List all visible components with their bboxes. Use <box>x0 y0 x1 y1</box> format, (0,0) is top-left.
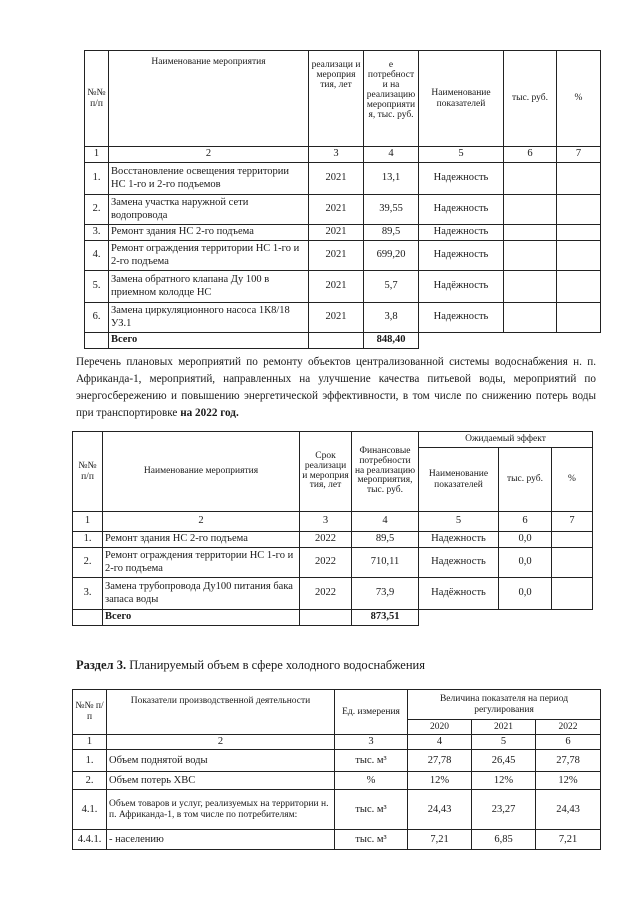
section-title: Планируемый объем в сфере холодного водоснабжения <box>129 658 425 672</box>
colnum: 4 <box>408 735 472 750</box>
row-amount: 73,9 <box>352 578 419 610</box>
row-name: Объем поднятой воды <box>107 750 335 772</box>
blank-cell <box>419 610 499 626</box>
row-name: Замена трубопровода Ду100 питания бака запаса воды <box>103 578 300 610</box>
total-spacer <box>300 610 352 626</box>
row-num: 5. <box>85 271 109 303</box>
row-indicator: Надёжность <box>419 271 504 303</box>
table-row <box>73 532 593 548</box>
row-value-2020: 24,43 <box>408 790 472 830</box>
total-spacer <box>309 333 364 349</box>
row-value-2021: 6,85 <box>472 830 536 850</box>
row-name: Замена участка наружной сети водопровода <box>109 195 309 225</box>
row-pct <box>557 303 601 333</box>
header-num: №№ п/п <box>85 51 109 147</box>
colnum: 1 <box>73 735 107 750</box>
total-amount: 848,40 <box>364 333 419 349</box>
row-num: 1. <box>85 163 109 195</box>
colnum: 2 <box>103 512 300 532</box>
header-num: №№ п/п <box>73 432 103 512</box>
row-value-2020: 7,21 <box>408 830 472 850</box>
row-num: 1. <box>73 532 103 548</box>
header-rub: тыс. руб. <box>499 448 552 512</box>
header-rub: тыс. руб. <box>504 51 557 147</box>
table-row <box>73 790 601 830</box>
row-year: 2022 <box>300 578 352 610</box>
header-year: 2022 <box>536 720 601 735</box>
colnum: 5 <box>472 735 536 750</box>
row-num: 3. <box>73 578 103 610</box>
row-value-2021: 26,45 <box>472 750 536 772</box>
header-num: №№ п/п <box>73 690 107 735</box>
row-rub: 0,0 <box>499 548 552 578</box>
colnum: 6 <box>536 735 601 750</box>
header-year: 2020 <box>408 720 472 735</box>
colnum: 7 <box>557 147 601 163</box>
table-row <box>73 830 601 850</box>
row-rub <box>504 225 557 241</box>
header-pct: % <box>557 51 601 147</box>
row-value-2022: 12% <box>536 772 601 790</box>
colnum: 4 <box>352 512 419 532</box>
row-num: 2. <box>85 195 109 225</box>
row-indicator: Надежность <box>419 163 504 195</box>
row-unit: тыс. м³ <box>335 790 408 830</box>
colnum: 5 <box>419 147 504 163</box>
row-unit: тыс. м³ <box>335 750 408 772</box>
table-row <box>85 303 601 333</box>
row-name: Ремонт здания НС 2-го подъема <box>103 532 300 548</box>
row-year: 2022 <box>300 532 352 548</box>
row-rub <box>504 271 557 303</box>
row-year: 2021 <box>309 241 364 271</box>
table-header-row <box>73 432 593 448</box>
colnum: 3 <box>309 147 364 163</box>
row-pct <box>552 532 593 548</box>
colnum: 7 <box>552 512 593 532</box>
blank-cell <box>504 333 557 349</box>
table-row <box>85 271 601 303</box>
row-name: Замена циркуляционного насоса 1К8/18 УЗ.1 <box>109 303 309 333</box>
row-year: 2021 <box>309 303 364 333</box>
row-year: 2021 <box>309 271 364 303</box>
row-num: 4.4.1. <box>73 830 107 850</box>
colnum: 2 <box>109 147 309 163</box>
row-name: Замена обратного клапана Ду 100 в приемном колодце НС <box>109 271 309 303</box>
table-header-row <box>85 51 601 147</box>
colnum: 3 <box>335 735 408 750</box>
table-row <box>73 750 601 772</box>
row-num: 4. <box>85 241 109 271</box>
row-value-2020: 12% <box>408 772 472 790</box>
colnum: 5 <box>419 512 499 532</box>
total-spacer <box>85 333 109 349</box>
blank-cell <box>419 333 504 349</box>
total-row <box>73 610 593 626</box>
row-amount: 3,8 <box>364 303 419 333</box>
table-row <box>85 163 601 195</box>
row-indicator: Надежность <box>419 532 499 548</box>
row-name: Ремонт здания НС 2-го подъема <box>109 225 309 241</box>
header-effect: Ожидаемый эффект <box>419 432 593 448</box>
header-name: Показатели производственной деятельности <box>107 690 335 735</box>
header-name: Наименование мероприятия <box>103 432 300 512</box>
table-row <box>73 578 593 610</box>
colnum: 4 <box>364 147 419 163</box>
header-indicator: Наименование показателей <box>419 51 504 147</box>
row-rub <box>504 163 557 195</box>
row-value-2022: 27,78 <box>536 750 601 772</box>
colnum: 2 <box>107 735 335 750</box>
row-num: 2. <box>73 548 103 578</box>
column-number-row <box>73 735 601 750</box>
header-unit: Ед. измерения <box>335 690 408 735</box>
row-pct <box>557 271 601 303</box>
row-year: 2021 <box>309 163 364 195</box>
row-num: 4.1. <box>73 790 107 830</box>
column-number-row <box>85 147 601 163</box>
row-name: Восстановление освещения территории НС 1-го и 2-го подъемов <box>109 163 309 195</box>
colnum: 1 <box>73 512 103 532</box>
row-amount: 13,1 <box>364 163 419 195</box>
header-term: реализаци и мероприя тия, лет <box>309 51 364 147</box>
total-amount: 873,51 <box>352 610 419 626</box>
table-header-row <box>73 690 601 720</box>
row-pct <box>557 195 601 225</box>
table-row <box>85 225 601 241</box>
row-unit: тыс. м³ <box>335 830 408 850</box>
table-row <box>85 195 601 225</box>
colnum: 6 <box>504 147 557 163</box>
blank-cell <box>499 610 552 626</box>
blank-cell <box>552 610 593 626</box>
row-name: Объем товаров и услуг, реализуемых на территории н. п. Африканда-1, в том числе по потребителям: <box>107 790 335 830</box>
row-pct <box>557 163 601 195</box>
header-term: Срок реализаци и мероприя тия, лет <box>300 432 352 512</box>
row-unit: % <box>335 772 408 790</box>
section-label: Раздел 3. <box>76 658 127 672</box>
row-indicator: Надежность <box>419 241 504 271</box>
row-pct <box>552 548 593 578</box>
total-label: Всего <box>109 333 309 349</box>
row-value-2021: 12% <box>472 772 536 790</box>
total-spacer <box>73 610 103 626</box>
row-indicator: Надёжность <box>419 578 499 610</box>
row-value-2022: 24,43 <box>536 790 601 830</box>
paragraph-text: Перечень плановых мероприятий по ремонту объектов централизованной системы водоснабжения н. п. Африканда-1, мероприятий, направленных на улучшение качества питьевой воды, мероприятий по энергосбережению и повышению энергетической эффективности, в том числе по снижению потерь воды при транспортировке <box>76 356 596 419</box>
row-amount: 89,5 <box>364 225 419 241</box>
total-label: Всего <box>103 610 300 626</box>
row-indicator: Надежность <box>419 548 499 578</box>
row-amount: 710,11 <box>352 548 419 578</box>
colnum: 3 <box>300 512 352 532</box>
row-num: 1. <box>73 750 107 772</box>
table-cold-water-volume <box>72 689 601 850</box>
row-value-2021: 23,27 <box>472 790 536 830</box>
total-row <box>85 333 601 349</box>
row-year: 2021 <box>309 225 364 241</box>
row-num: 6. <box>85 303 109 333</box>
row-indicator: Надежность <box>419 303 504 333</box>
measures-paragraph <box>76 354 596 422</box>
header-indicator: Наименование показателей <box>419 448 499 512</box>
row-year: 2022 <box>300 548 352 578</box>
blank-cell <box>557 333 601 349</box>
row-indicator: Надежность <box>419 225 504 241</box>
row-rub <box>504 241 557 271</box>
row-name: Ремонт ограждения территории НС 1-го и 2-го подъема <box>103 548 300 578</box>
row-indicator: Надежность <box>419 195 504 225</box>
row-amount: 5,7 <box>364 271 419 303</box>
header-period: Величина показателя на период регулирования <box>408 690 601 720</box>
row-value-2022: 7,21 <box>536 830 601 850</box>
table-row <box>85 241 601 271</box>
row-amount: 39,55 <box>364 195 419 225</box>
header-pct: % <box>552 448 593 512</box>
row-amount: 89,5 <box>352 532 419 548</box>
row-name: Объем потерь ХВС <box>107 772 335 790</box>
section-3-heading <box>76 658 596 673</box>
header-finance: Финансовые потребности на реализацию мероприятия, тыс. руб. <box>352 432 419 512</box>
row-amount: 699,20 <box>364 241 419 271</box>
row-rub <box>504 303 557 333</box>
row-rub: 0,0 <box>499 532 552 548</box>
colnum: 1 <box>85 147 109 163</box>
header-year: 2021 <box>472 720 536 735</box>
row-pct <box>552 578 593 610</box>
header-name: Наименование мероприятия <box>109 51 309 147</box>
row-num: 3. <box>85 225 109 241</box>
row-pct <box>557 225 601 241</box>
row-year: 2021 <box>309 195 364 225</box>
table-row <box>73 772 601 790</box>
row-num: 2. <box>73 772 107 790</box>
row-name: Ремонт ограждения территории НС 1-го и 2-го подъема <box>109 241 309 271</box>
row-name: - населению <box>107 830 335 850</box>
table-2021-measures <box>84 50 601 349</box>
row-rub: 0,0 <box>499 578 552 610</box>
table-row <box>73 548 593 578</box>
row-pct <box>557 241 601 271</box>
colnum: 6 <box>499 512 552 532</box>
table-2022-measures <box>72 431 593 626</box>
paragraph-bold-year: на 2022 год. <box>180 407 239 419</box>
row-rub <box>504 195 557 225</box>
header-finance: е потребност и на реализацию мероприяти я, тыс. руб. <box>364 51 419 147</box>
row-value-2020: 27,78 <box>408 750 472 772</box>
column-number-row <box>73 512 593 532</box>
